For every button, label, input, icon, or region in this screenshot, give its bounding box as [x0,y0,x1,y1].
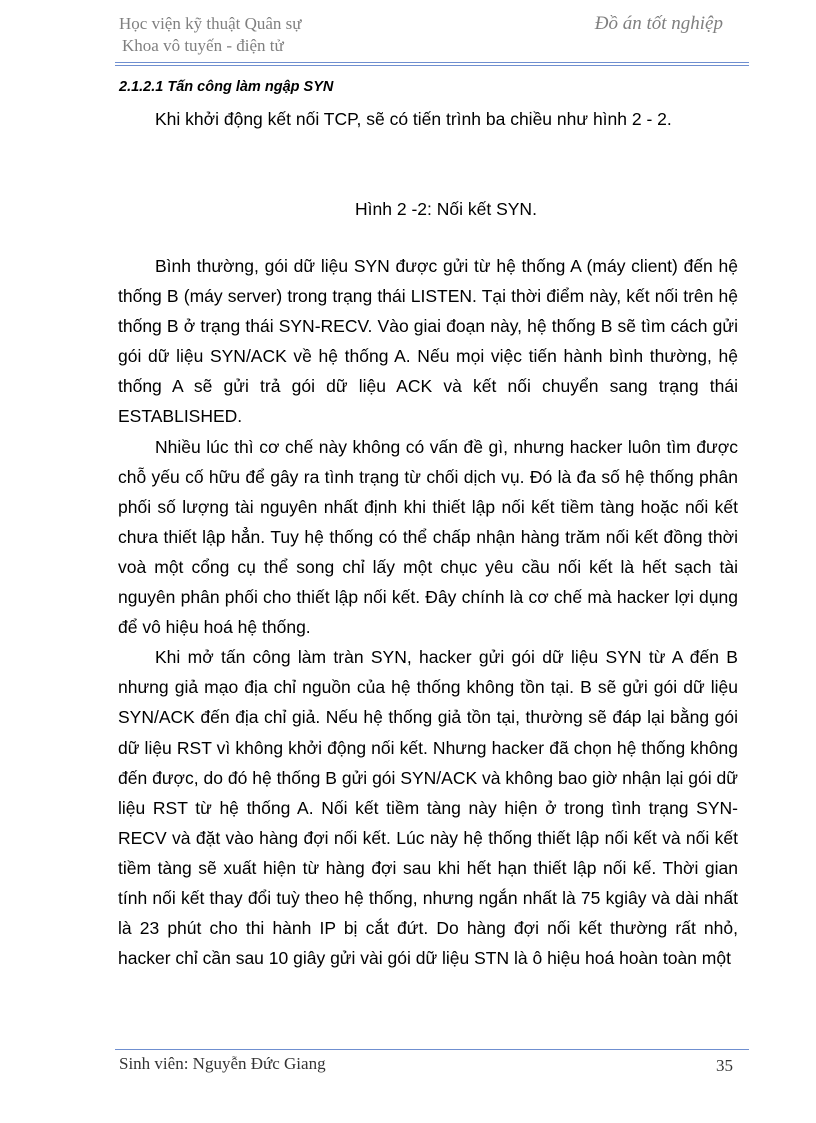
header-institution-line1: Học viện kỹ thuật Quân sự [119,14,302,33]
paragraph: Bình thường, gói dữ liệu SYN được gửi từ hệ thống A (máy client) đến hệ thống B (máy server) trong trạng thái LISTEN. Tại thời điểm này, kết nối trên hệ thống B ở trạng thái SYN-RECV. Vào giai đoạn này, hệ thống B sẽ tìm cách gửi gói dữ liệu SYN/ACK về hệ thống A. Nếu mọi việc tiến hành bình thường, hệ thống A sẽ gửi trả gói dữ liệu ACK và kết nối chuyển sang trạng thái ESTABLISHED. [118,256,738,427]
figure-caption: Hình 2 -2: Nối kết SYN. [355,199,537,219]
footer-rule [115,1049,749,1050]
page-header-institution [119,13,301,57]
footer-student: Sinh viên: Nguyễn Đức Giang [119,1054,326,1073]
body-text [118,251,738,973]
paragraph: Khi mở tấn công làm tràn SYN, hacker gửi gói dữ liệu SYN từ A đến B nhưng giả mạo địa chỉ nguồn của hệ thống không tồn tại. B sẽ gửi gói dữ liệu SYN/ACK đến địa chỉ giả. Nếu hệ thống giả tồn tại, thường sẽ đáp lại bằng gói dữ liệu RST vì không khởi động nối kết. Nhưng hacker đã chọn hệ thống không đến được, do đó hệ thống B gửi gói SYN/ACK và không bao giờ nhận lại gói dữ liệu RST từ hệ thống A. Nối kết tiềm tàng này hiện ở trong tình trạng SYN-RECV và đặt vào hàng đợi nối kết. Lúc này hệ thống thiết lập nối kết và nối kết tiềm tàng sẽ xuất hiện từ hàng đợi sau khi hết hạn thiết lập nối kế. Thời gian tính nối kết thay đổi tuỳ theo hệ thống, nhưng ngắn nhất là 75 kgiây và dài nhất là 23 phút cho thi hành IP bị cắt đứt. Do hàng đợi nối kết thường rất nhỏ, hacker chỉ cần sau 10 giây gửi vài gói dữ liệu STN là ô hiệu hoá hoàn toàn một [118,647,738,969]
header-institution-line2: Khoa vô tuyến - điện tử [122,36,284,55]
header-rule-top [115,62,749,63]
section-heading: 2.1.2.1 Tấn công làm ngập SYN [119,79,334,95]
paragraph: Nhiều lúc thì cơ chế này không có vấn đề gì, nhưng hacker luôn tìm được chỗ yếu cố hữu để gây ra tình trạng từ chối dịch vụ. Đó là đa số hệ thống phân phối số lượng tài nguyên nhất định khi thiết lập nối kết tiềm tàng hoặc nối kết chưa thiết lập hẳn. Tuy hệ thống có thể chấp nhận hàng trăm nối kết đồng thời voà một cổng cụ thể song chỉ lấy một chục yêu cầu nối kết là hết sạch tài nguyên phân phối cho thiết lập nối kết. Đây chính là cơ chế mà hacker lợi dụng để vô hiệu hoá hệ thống. [118,436,738,638]
page-number: 35 [716,1056,733,1075]
header-rule-bottom [115,65,749,66]
intro-sentence: Khi khởi động kết nối TCP, sẽ có tiến trình ba chiều như hình 2 - 2. [155,109,672,129]
header-doc-type: Đồ án tốt nghiệp [594,13,723,34]
